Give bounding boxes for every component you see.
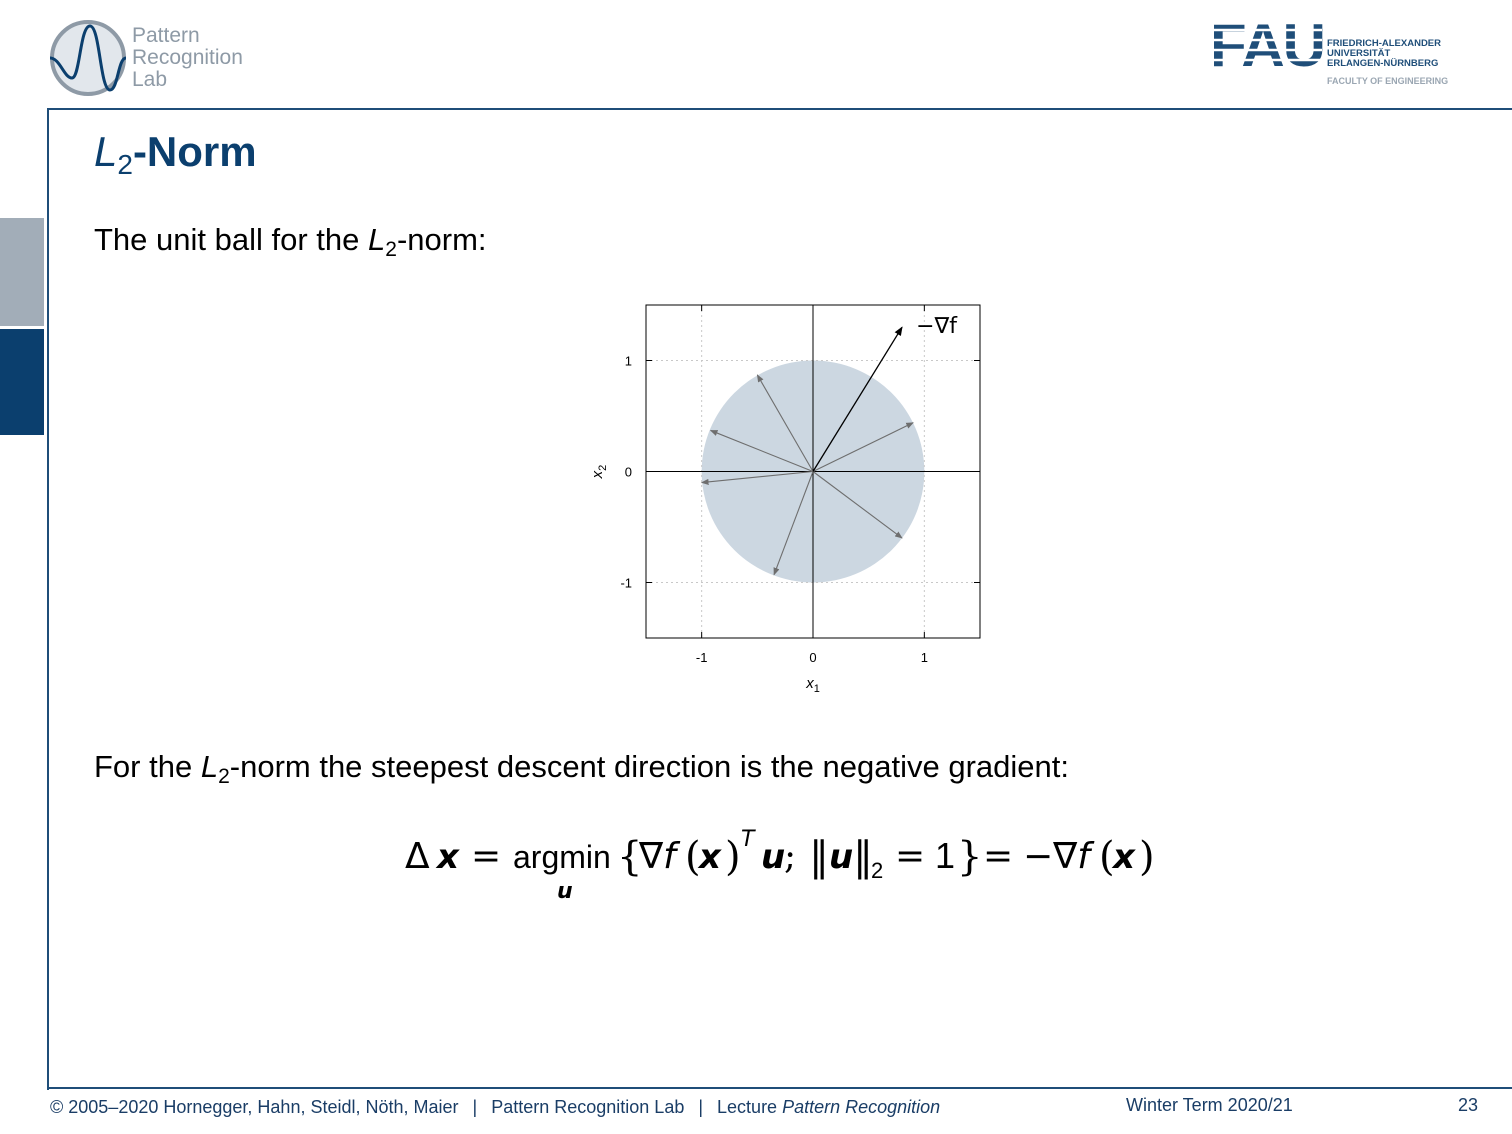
footer-lab: Pattern Recognition Lab (491, 1097, 685, 1117)
formula-rhs-paren-close: ) (1139, 834, 1155, 880)
formula-rhs-x: x (1113, 837, 1135, 877)
lab-name (132, 25, 243, 91)
fau-line-2: UNIVERSITÄT (1327, 48, 1391, 59)
formula-semicolon: ; (784, 836, 797, 877)
statement-prefix: For the (94, 749, 201, 784)
y-tick-label-0: -1 (620, 575, 632, 591)
statement-l: L (200, 749, 219, 784)
statement-text (94, 749, 1069, 789)
formula-norm-sub: 2 (871, 858, 884, 883)
formula-x: x (437, 837, 459, 877)
intro-sub: 2 (385, 238, 397, 261)
footer-credits (50, 1097, 940, 1118)
intro-suffix: -norm: (396, 222, 487, 257)
lab-name-line-2: Recognition (132, 46, 243, 69)
lab-name-line-3: Lab (132, 68, 168, 91)
footer-lecture-name: Pattern Recognition (782, 1097, 941, 1117)
frame-bottom-rule (48, 1087, 1512, 1089)
formula-rhs-paren-open: ( (1099, 834, 1115, 880)
formula-brace-close: } (957, 834, 983, 880)
footer-term: Winter Term 2020/21 (1126, 1095, 1293, 1115)
intro-text (94, 222, 487, 262)
formula-norm-close: ‖ (853, 834, 873, 880)
section-tab-current[interactable] (0, 329, 44, 435)
intro-prefix: The unit ball for the (94, 222, 368, 257)
footer-copyright: © 2005–2020 Hornegger, Hahn, Steidl, Nöth, Maier (50, 1097, 459, 1117)
formula-eq-3: = (983, 836, 1014, 877)
page-number: 23 (1458, 1095, 1479, 1115)
footer-sep-1: | (472, 1097, 478, 1117)
y-tick-label-2: 1 (624, 353, 632, 369)
steepest-descent-formula (405, 828, 1185, 908)
formula-norm-u: u (829, 837, 854, 877)
formula-norm-open: ‖ (809, 834, 829, 880)
fau-letters: FAU (1210, 18, 1324, 79)
y-tick-label-1: 0 (624, 464, 632, 480)
formula-eq-2: = (895, 836, 926, 877)
formula-delta: Δ (405, 836, 430, 877)
section-tab-previous[interactable] (0, 218, 44, 326)
formula-norm-value: 1 (935, 835, 956, 876)
x-tick-label-0: -1 (695, 650, 708, 665)
formula-set-x: x (699, 837, 721, 877)
footer-lecture-prefix: Lecture (717, 1097, 783, 1117)
statement-suffix: -norm the steepest descent direction is the negative gradient: (229, 749, 1069, 784)
formula-rhs: −∇f (1023, 836, 1090, 877)
fau-faculty: FACULTY OF ENGINEERING (1327, 76, 1449, 86)
formula-grad: ∇f (639, 836, 676, 877)
formula-transpose: T (741, 828, 755, 852)
y-axis-label: $x_2$ (589, 464, 609, 479)
frame-left-rule (47, 108, 49, 1090)
formula-argmin: argmin (513, 839, 611, 875)
formula-paren-open: ( (685, 834, 701, 880)
x-tick-label-1: 0 (809, 650, 817, 665)
lab-name-line-1: Pattern (132, 24, 200, 47)
x-tick-label-2: 1 (920, 650, 928, 665)
neg-gradient-label: −∇f (916, 314, 957, 340)
title-sub: 2 (117, 149, 133, 180)
title-l: L (94, 128, 118, 175)
slide-title (94, 128, 257, 181)
statement-sub: 2 (218, 765, 230, 788)
title-rest: -Norm (132, 128, 257, 175)
intro-l: L (368, 222, 386, 257)
formula-brace-open: { (617, 834, 643, 880)
fau-logo-icon (1210, 18, 1470, 90)
formula-eq-1: = (471, 836, 502, 877)
footer-sep-2: | (698, 1097, 704, 1117)
frame-top-rule (48, 108, 1512, 110)
x-axis-label: $x_1$ (806, 675, 820, 695)
fau-line-3: ERLANGEN-NÜRNBERG (1327, 58, 1439, 69)
formula-paren-close: ) (725, 834, 741, 880)
unit-ball-chart (580, 295, 1000, 705)
formula-argmin-sub: u (557, 879, 573, 904)
fau-line-1: FRIEDRICH-ALEXANDER (1327, 38, 1441, 49)
formula-set-u: u (761, 837, 786, 877)
